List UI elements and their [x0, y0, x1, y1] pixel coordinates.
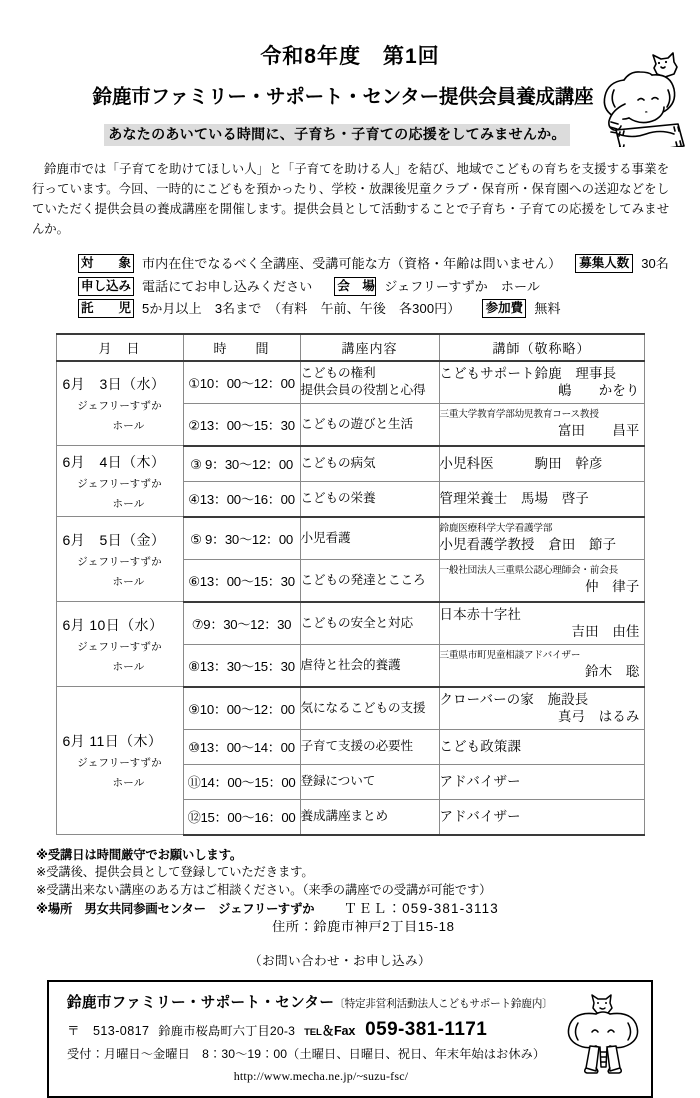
table-cell-time: ⑥13：00〜15：30: [183, 559, 300, 602]
date-venue-line1: ジェフリーすずか: [77, 640, 162, 653]
date-venue-line2: ホール: [112, 777, 145, 790]
table-cell-time: ④13：00〜16：00: [183, 481, 300, 517]
topic-line-1: 養成講座まとめ: [300, 809, 388, 824]
topic-line-1: こどもの病気: [300, 456, 376, 471]
date-text: 6月 11日（木）: [62, 733, 163, 750]
table-cell-topic: [300, 602, 439, 645]
info-row-target: [78, 253, 700, 274]
schedule-table-container: [0, 320, 700, 836]
fee-value: 無料: [534, 300, 561, 316]
footer-box: [47, 980, 653, 1098]
target-label: 対 象: [78, 254, 134, 273]
capacity-value: 30名: [641, 256, 669, 272]
date-venue-line2: ホール: [112, 497, 145, 510]
table-row: [56, 517, 644, 560]
table-cell-topic: [300, 764, 439, 799]
table-row: [56, 602, 644, 645]
lecturer-name: こども政策課: [439, 738, 522, 754]
note-tel: ＴＥＬ：059-381-3113: [343, 900, 499, 916]
table-cell-lecturer: [439, 559, 644, 602]
topic-line-1: 子育て支援の必要性: [300, 739, 413, 754]
th-topic: 講座内容: [300, 334, 439, 361]
topic-line-1: 虐待と社会的養護: [300, 657, 401, 672]
date-venue-line2: ホール: [112, 419, 145, 432]
elephant-illustration-bottom: [564, 989, 642, 1081]
table-cell-time: ⑦9：30〜12：30: [183, 602, 300, 645]
note-line-1: ※受講日は時間厳守でお願いします。: [36, 847, 243, 862]
th-lecturer: 講師（敬称略）: [439, 334, 644, 361]
inquiry-heading: （お問い合わせ・お申し込み）: [249, 954, 431, 969]
table-cell-topic: [300, 644, 439, 687]
lecturer-name: 仲 律子: [585, 578, 640, 594]
table-cell-time: ⑫15：00〜16：00: [183, 799, 300, 835]
table-cell-lecturer: [439, 403, 644, 446]
page-title-line2: 鈴鹿市ファミリー・サポート・センター提供会員養成講座: [92, 86, 594, 109]
table-cell-date: [56, 602, 183, 687]
table-cell-topic: [300, 799, 439, 835]
table-cell-topic: [300, 559, 439, 602]
note-line-4: [36, 899, 700, 918]
table-cell-time: ①10：00〜12：00: [183, 361, 300, 404]
th-date: 月 日: [56, 334, 183, 361]
note-line-3: ※受講出来ない講座のある方はご相談ください。（来季の講座での受講が可能です）: [36, 882, 492, 897]
date-text: 6月 4日（木）: [62, 453, 166, 470]
note-address: 住所：鈴鹿市神戸2丁目15-18: [272, 919, 455, 935]
footer-postal-code: 〒 513-0817: [67, 1023, 150, 1038]
date-text: 6月 3日（水）: [62, 375, 166, 392]
apply-value: 電話にてお申し込みください: [142, 278, 313, 294]
lecturer-title: 日本赤十字社: [439, 606, 522, 622]
table-cell-lecturer: [439, 764, 644, 799]
table-cell-topic: [300, 517, 439, 560]
subtitle-highlight: あなたのあいている時間に、子育ち・子育ての応援をしてみませんか。: [104, 124, 570, 147]
table-cell-lecturer: [439, 517, 644, 560]
info-row-childcare: [78, 298, 700, 319]
lecturer-name: アドバイザー: [439, 808, 521, 824]
table-cell-lecturer: [439, 481, 644, 517]
table-cell-lecturer: [439, 446, 644, 482]
note-line-2: ※受講後、提供会員として登録していただきます。: [36, 865, 314, 880]
table-cell-time: ⑩13：00〜14：00: [183, 729, 300, 764]
lecturer-title: こどもサポート鈴鹿 理事長: [439, 365, 617, 381]
topic-line-2: 提供会員の役割と心得: [300, 383, 426, 398]
info-row-apply: [78, 276, 700, 297]
lecturer-title: クローバーの家 施設長: [439, 691, 589, 707]
table-cell-time: ⑨10：00〜12：00: [183, 687, 300, 730]
topic-line-1: こどもの発達とこころ: [300, 572, 426, 587]
lecturer-name: 吉田 由佳: [571, 624, 640, 640]
topic-line-1: 気になるこどもの支援: [300, 700, 426, 715]
footer-telfax-number: 059-381-1171: [365, 1018, 488, 1040]
date-venue-line1: ジェフリーすずか: [77, 477, 162, 490]
table-cell-lecturer: [439, 361, 644, 404]
apply-label: 申し込み: [78, 277, 134, 296]
topic-line-1: こどもの遊びと生活: [300, 416, 413, 431]
table-cell-lecturer: [439, 729, 644, 764]
footer-url[interactable]: http://www.mecha.ne.jp/~suzu-fsc/: [233, 1069, 409, 1084]
footer-address-line: [67, 1019, 641, 1048]
footer-telfax-label: TEL＆Fax: [304, 1023, 356, 1038]
lecturer-name: 真弓 はるみ: [557, 709, 640, 725]
table-header-row: [56, 334, 644, 361]
topic-line-1: 小児看護: [300, 530, 351, 545]
table-cell-topic: [300, 403, 439, 446]
topic-line-1: こどもの栄養: [300, 491, 376, 506]
note-location-label: ※場所 男女共同参画センター ジェフリーすずか: [36, 901, 315, 916]
date-text: 6月 10日（水）: [62, 616, 164, 633]
childcare-label: 託 児: [78, 299, 134, 318]
fee-label: 参加費: [482, 299, 526, 318]
target-value: 市内在住でなるべく全講座、受講可能な方（資格・年齢は問いません）: [142, 256, 562, 272]
table-cell-topic: [300, 481, 439, 517]
table-row: [56, 361, 644, 404]
lecturer-name: 小児科医 駒田 幹彦: [439, 455, 603, 471]
lecturer-title: 三重県市町児童相談アドバイザー: [439, 650, 581, 662]
schedule-table: [56, 333, 645, 836]
elephant-illustration-top: [594, 42, 694, 147]
lecturer-title: 三重大学教育学部幼児教育コース教授: [439, 409, 599, 421]
table-cell-topic: [300, 687, 439, 730]
date-venue-line1: ジェフリーすずか: [77, 399, 162, 412]
schedule-table-body: [56, 361, 644, 835]
table-row: [56, 446, 644, 482]
lecturer-name: 鈴木 聡: [585, 663, 640, 679]
date-venue-line1: ジェフリーすずか: [77, 555, 162, 568]
lecturer-name: 管理栄養士 馬場 啓子: [439, 490, 589, 506]
lecturer-name: 富田 昌平: [557, 422, 640, 438]
th-time: 時 間: [183, 334, 300, 361]
table-cell-time: ⑧13：30〜15：30: [183, 644, 300, 687]
footer-org-line: [67, 993, 641, 1019]
page-title-line1: 令和8年度 第1回: [260, 45, 440, 68]
lecturer-name: 嶋 かをり: [557, 383, 640, 399]
table-cell-time: ②13：00〜15：30: [183, 403, 300, 446]
date-venue-line1: ジェフリーすずか: [77, 757, 162, 770]
table-cell-lecturer: [439, 602, 644, 645]
venue-label: 会 場: [334, 277, 376, 296]
venue-value: ジェフリーすずか ホール: [384, 278, 540, 294]
table-cell-lecturer: [439, 687, 644, 730]
capacity-label: 募集人数: [575, 254, 633, 273]
date-venue-line2: ホール: [112, 660, 145, 673]
table-cell-date: [56, 687, 183, 835]
date-text: 6月 5日（金）: [62, 531, 166, 548]
lecturer-name: アドバイザー: [439, 773, 521, 789]
topic-line-1: 登録について: [300, 774, 376, 789]
lecturer-title: 一般社団法人三重県公認心理師会・前会長: [439, 565, 618, 577]
lecturer-name: 小児看護学教授 倉田 節子: [439, 536, 617, 552]
table-cell-time: ⑤ 9：30〜12：00: [183, 517, 300, 560]
schedule-table-head: [56, 334, 644, 361]
footer-org-name: 鈴鹿市ファミリー・サポート・センター: [67, 995, 335, 1012]
date-venue-line2: ホール: [112, 575, 145, 588]
table-cell-time: ⑪14：00〜15：00: [183, 764, 300, 799]
footer-hours: 受付：月曜日〜金曜日 8：30〜19：00（土曜日、日曜日、祝日、年末年始はお休み）: [67, 1047, 546, 1062]
intro-paragraph: 鈴鹿市では「子育てを助けてほしい人」と「子育てを助ける人」を結び、地域でこどもの育ちを支援する事業を行っています。今回、一時的にこどもを預かったり、学校・放課後児童クラブ・保育所・保育園への送迎などをしていただく提供会員の養成講座を開催します。提供会員として活動することで子育ち・子育ての応援をしてみませんか。: [32, 162, 669, 237]
topic-line-1: こどもの安全と対応: [300, 615, 413, 630]
table-cell-time: ③ 9：30〜12：00: [183, 446, 300, 482]
childcare-value: 5か月以上 3名まで （有料 午前、午後 各300円）: [142, 300, 461, 316]
table-cell-topic: [300, 361, 439, 404]
footer-container: [0, 969, 700, 1098]
table-cell-lecturer: [439, 644, 644, 687]
table-cell-topic: [300, 729, 439, 764]
table-cell-date: [56, 446, 183, 517]
table-cell-date: [56, 361, 183, 446]
footer-org-sub: 〔特定非営利活動法人こどもサポート鈴鹿内〕: [334, 998, 553, 1011]
table-cell-topic: [300, 446, 439, 482]
notes-block: [0, 836, 700, 938]
footer-address: 鈴鹿市桜島町六丁目20-3: [158, 1023, 296, 1038]
table-cell-lecturer: [439, 799, 644, 835]
table-row: [56, 687, 644, 730]
info-block: [0, 239, 700, 318]
table-cell-date: [56, 517, 183, 602]
lecturer-title: 鈴鹿医療科学大学看護学部: [439, 523, 553, 535]
topic-line-1: こどもの権利: [300, 366, 376, 381]
